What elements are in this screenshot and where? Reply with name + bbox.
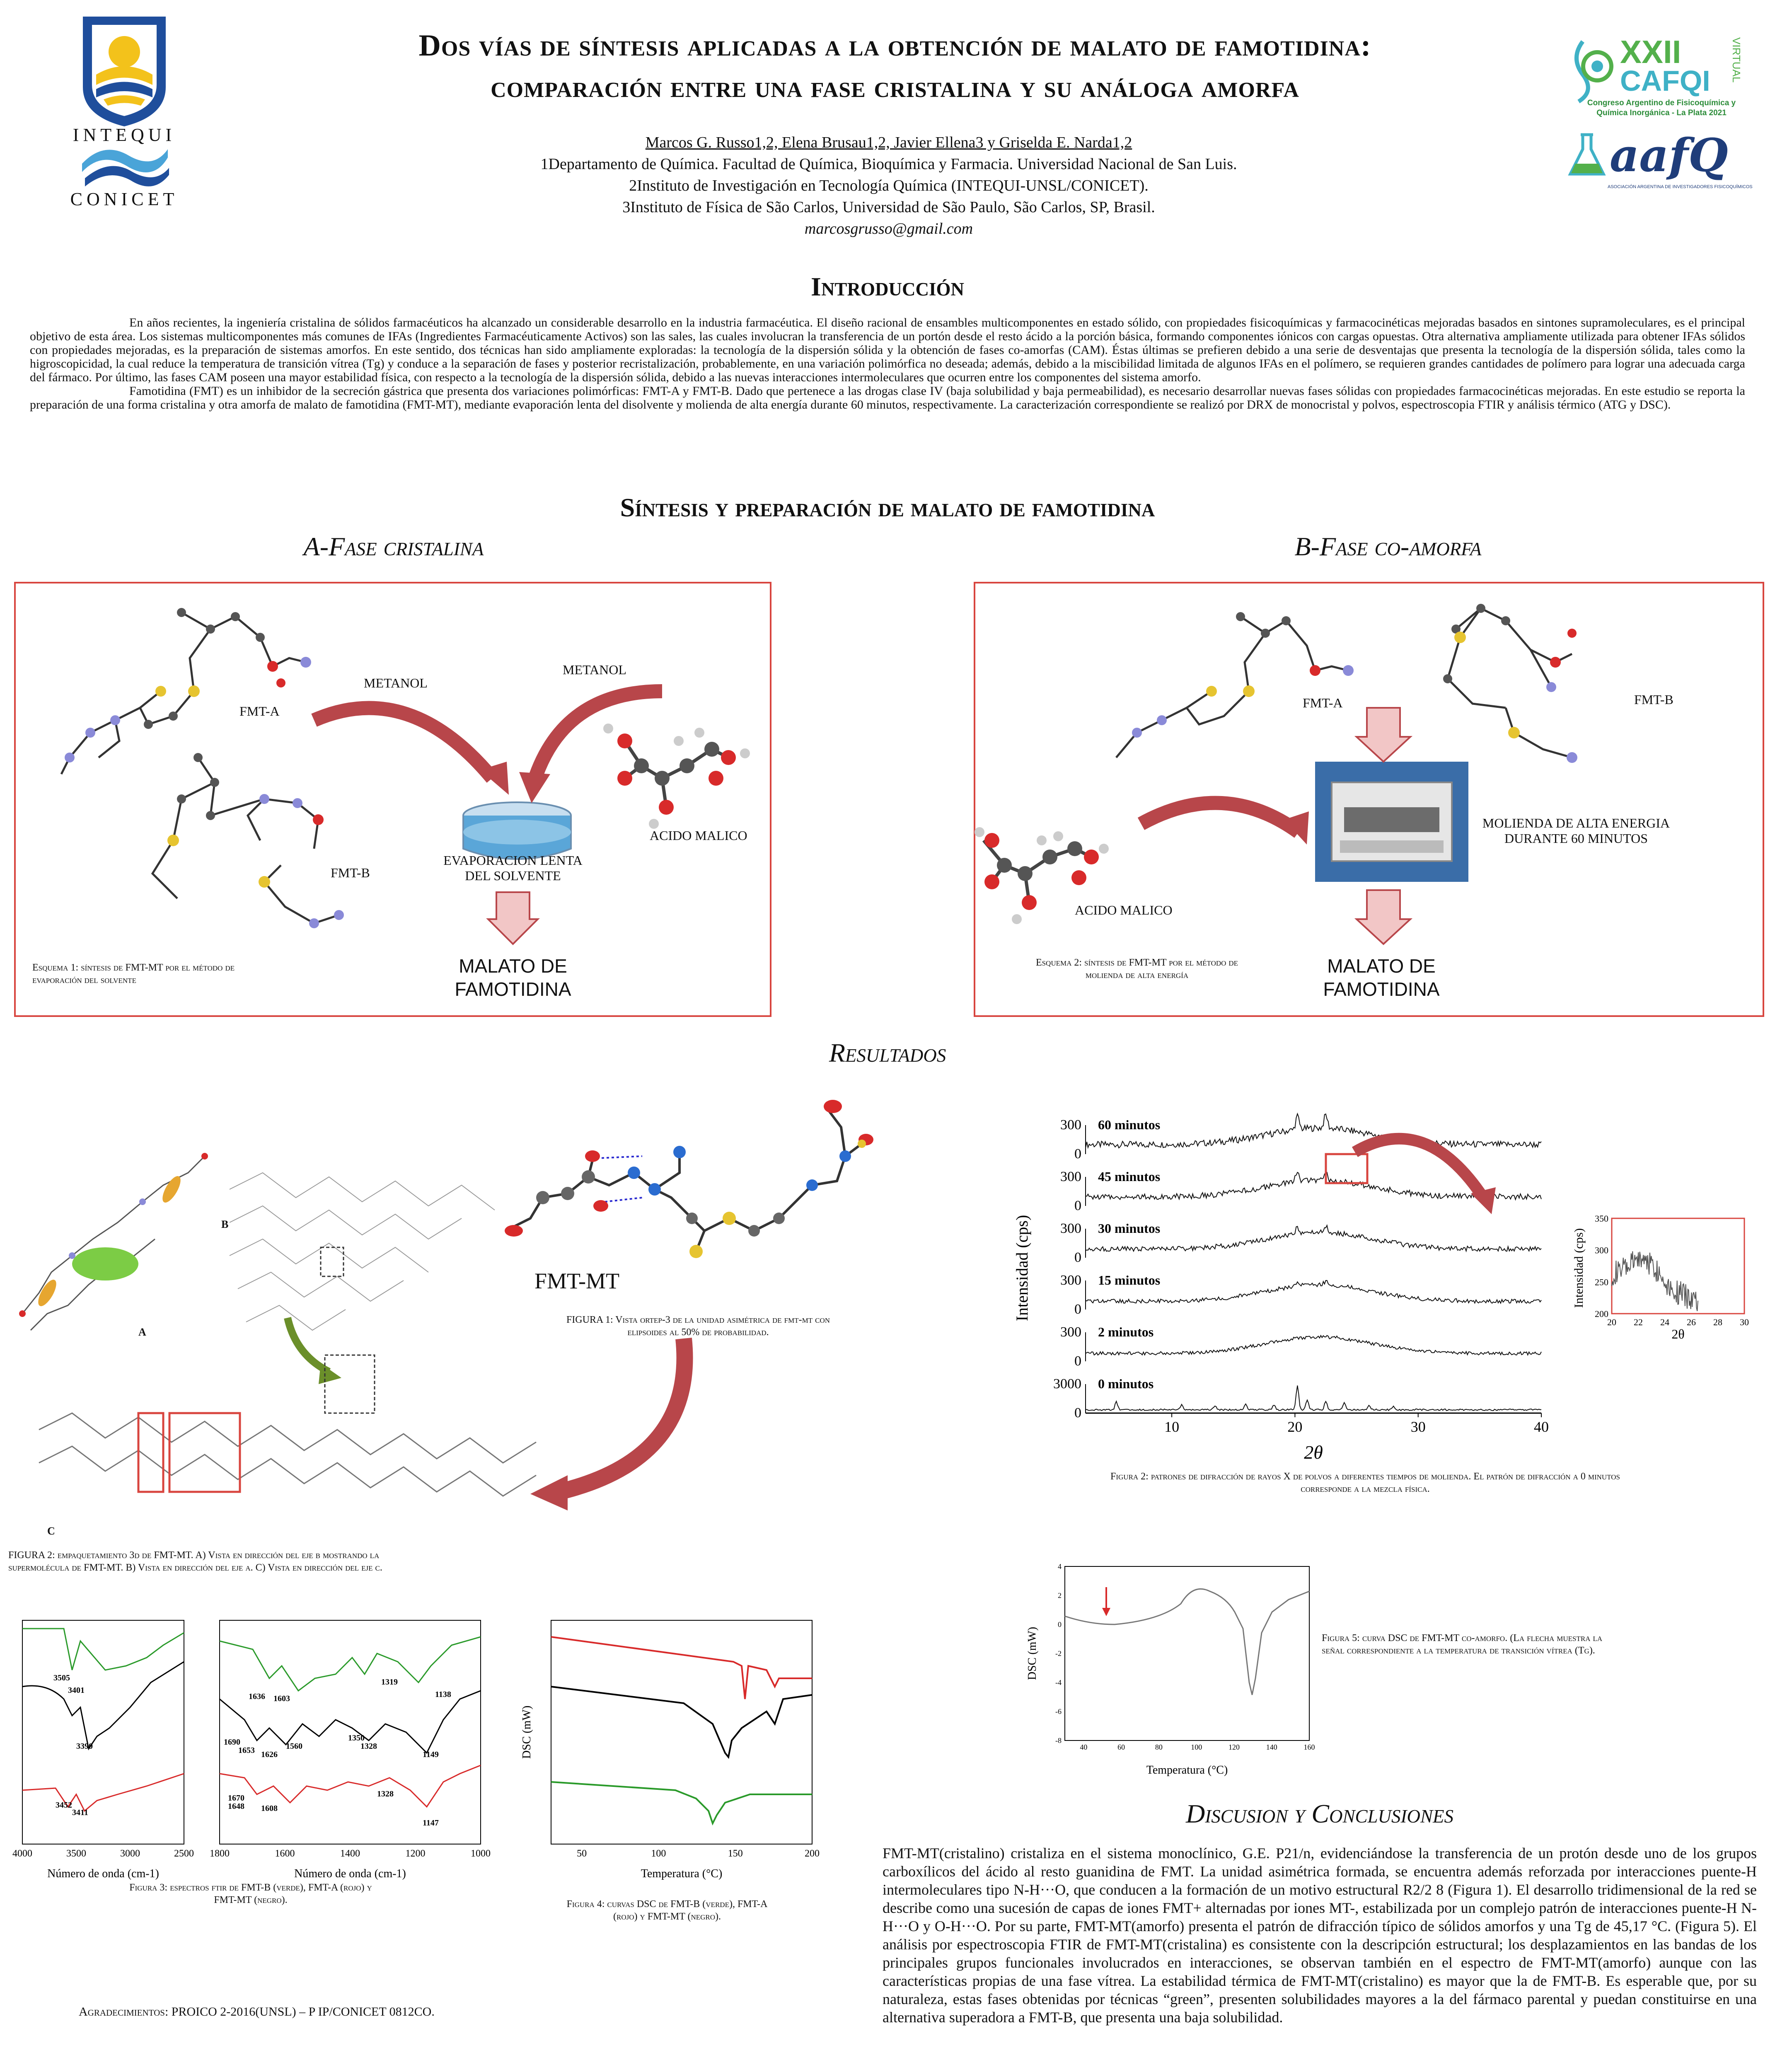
dsc5-ytick: -4 — [1055, 1678, 1062, 1687]
fmt-a-label: FMT-A — [239, 704, 280, 719]
pxrd-series-label: 60 minutos — [1098, 1117, 1161, 1132]
dsc5-xtick: 100 — [1191, 1743, 1202, 1751]
fig2-packing-caption: FIGURA 2: empaquetamiento 3d de FMT-MT. A) Vista en dirección del eje b mostrando la supermolécula de FMT-MT. B) Vista en dirección del eje a. C) Vista en dirección del eje c. — [8, 1550, 382, 1573]
ftir2-xtick: 1600 — [275, 1848, 295, 1859]
dsc4-xlabel: Temperatura (°C) — [641, 1867, 723, 1880]
pxrd-series-line — [1086, 1385, 1541, 1411]
fig2-pxrd-caption: Figura 2: patrones de difracción de rayos X de polvos a diferentes tiempos de molienda. El patrón de difracción a 0 minutos corresponde a la mezcla física. — [1110, 1471, 1620, 1494]
pxrd-series-label: 2 minutos — [1098, 1324, 1154, 1339]
cafqi-sub1: Congreso Argentino de Fisicoquímica y — [1587, 99, 1736, 107]
dsc5-ytick: 2 — [1058, 1591, 1062, 1600]
esquema-2-caption: Esquema 2: síntesis de FMT-MT por el método de molienda de alta energía — [1035, 957, 1238, 980]
ftir2-peak-label: 1328 — [377, 1789, 394, 1798]
authors: Marcos G. Russo1,2, Elena Brusau1,2, Javier Ellena3 y Griselda E. Narda1,2 — [645, 134, 1132, 151]
evaporacion-label: EVAPORACION LENTA DEL SOLVENTE — [443, 853, 583, 883]
ftir2-peak-label: 1328 — [360, 1742, 377, 1751]
synthesis-heading: Síntesis y preparación de malato de famotidina — [620, 493, 1155, 522]
cafqi-virtual: VIRTUAL — [1730, 37, 1743, 83]
inset-ytick: 250 — [1595, 1277, 1608, 1288]
discussion-text: FMT-MT(cristalino) cristaliza en el sistema monoclínico, G.E. P21/n, evidenciándose la transferencia de un protón desde uno de los grupos carboxílicos del ácido al resto guanidina de FMT. La unidad asimétrica formada, se encuentra además reforzada por interacciones puente-H intermoleculares tipo N-H···O, que conducen a la formación de un motivo estructural R2/2 8 (Figura 1). El desarrollo tridimensional de la red se describe como una sucesión de capas de iones FMT+ alternadas por iones MT-, estabilizada por un complejo patrón de interacciones puente-H N-H···O y O-H···O. Por su parte, FMT-MT(amorfo) presenta el patrón de difracción típico de sólidos amorfos y una Tg de 45,17 °C. (Figura 5). El análisis por espectroscopia FTIR de FMT-MT(cristalina) es consistente con la descripción estructural; los desplazamientos en las bandas de los principales grupos funcionales involucrados en interacciones, se observan también en el espectro de FMT-MT(amorfo) aunque con las características propias de una fase vítrea. La estabilidad térmica de FMT-MT(cristalino) es mayor que la de FMT-B. Es esperable que, por su naturaleza, estas fases obtenidas por técnicas “green”, presenten solubilidades mayores a la del fármaco parental y puedan constituirse en una alternativa superadora a FMT-B, que presenta una baja solubilidad. — [883, 1845, 1757, 2026]
authors-block — [406, 132, 1371, 240]
acido-malico-label-b: ACIDO MALICO — [1075, 903, 1173, 917]
molienda-label: MOLIENDA DE ALTA ENERGIA DURANTE 60 MINUTOS — [1482, 816, 1670, 846]
acido-malico-label-a: ACIDO MALICO — [650, 828, 747, 843]
ftir2-peak-label: 1690 — [224, 1738, 240, 1747]
dsc4-xtick: 150 — [728, 1848, 743, 1859]
ftir1-peak-label: 3390 — [76, 1742, 93, 1751]
acknowledgments: Agradecimientos: PROICO 2-2016(UNSL) – P IP/CONICET 0812CO. — [79, 2005, 435, 2019]
intro-heading: Introducción — [811, 272, 964, 301]
intro-paragraph-1: En años recientes, la ingeniería cristalina de sólidos farmacéuticos ha alcanzado un considerable desarrollo en la industria farmacéutica. El diseño racional de ensambles multicomponentes en estado sólido, con propiedades fisicoquímicas y farmacocinéticas mejoradas basados en sintones supramoleculares, es el principal objetivo de esta área. Los sistemas multicomponentes más comunes de IFAs (Ingredientes Farmacéuticamente Activos) son las sales, las cuales involucran la transferencia de un portón desde el resto ácido a la porción básica, formando componentes iónicos con cargas opuestas. Otra alternativa ampliamente utilizada para obtener IFAs sólidos con propiedades mejoradas, es la preparación de sistemas amorfos. En este sentido, dos técnicas han sido ampliamente exploradas: la tecnología de la dispersión sólida y la obtención de fases co-amorfas (CAM). Éstas últimas se prefieren debido a una serie de desventajas que presenta la tecnología de la dispersión sólida, tales como la higroscopicidad, la cual reduce la temperatura de transición vítrea (Tg) y conduce a la separación de fases y posterior recristalización, probablemente, en una variación polimórfica no deseada; además, debido a la miscibilidad limitada de algunos IFAs en el polímero, se requieren grandes cantidades de polímero para lograr una adecuada carga del fármaco. Por último, las fases CAM poseen una mayor estabilidad física, con respecto a la tecnología de la dispersión sólida, debido a las nuevas interacciones intermoleculares que ocurren entre los componentes del sistema amorfo. — [30, 316, 1745, 384]
ftir1-xtick: 4000 — [12, 1848, 32, 1859]
dsc5-ytick: -2 — [1055, 1649, 1062, 1658]
results-heading: Resultados — [829, 1038, 946, 1067]
ftir2-xtick: 1200 — [405, 1848, 426, 1859]
inset-ytick: 350 — [1595, 1213, 1608, 1224]
inset-ylabel: Intensidad (cps) — [1572, 1228, 1586, 1308]
panel-b-label: B — [221, 1218, 229, 1230]
affiliation-3: 3Instituto de Física de São Carlos, Universidad de São Paulo, São Carlos, SP, Brasil. — [622, 198, 1155, 216]
ftir1-peak-label: 3505 — [53, 1673, 70, 1682]
ftir2-xtick: 1000 — [471, 1848, 491, 1859]
affiliation-2: 2Instituto de Investigación en Tecnología Química (INTEQUI-UNSL/CONICET). — [629, 177, 1149, 194]
pxrd-xlabel: 2θ — [1304, 1442, 1323, 1463]
affiliation-1: 1Departamento de Química. Facultad de Química, Bioquímica y Farmacia. Universidad Nacional de San Luis. — [540, 155, 1237, 173]
dsc-chart-fig5 — [1023, 1558, 1313, 1782]
fmt-a-label-b: FMT-A — [1303, 695, 1343, 710]
conicet-text: CONICET — [70, 189, 179, 209]
ftir2-xlabel: Número de onda (cm-1) — [294, 1867, 406, 1880]
dsc5-ytick: -8 — [1055, 1736, 1062, 1745]
pxrd-ytick: 0 — [1074, 1405, 1081, 1421]
pxrd-ytick: 0 — [1074, 1198, 1081, 1213]
dsc-chart-fig4 — [518, 1616, 820, 1881]
pxrd-ytick: 300 — [1060, 1117, 1081, 1133]
aafq-logo-text: aafQ — [1610, 128, 1728, 182]
ftir2-peak-label: 1560 — [286, 1742, 302, 1751]
pxrd-xtick: 10 — [1164, 1418, 1180, 1435]
pxrd-ytick: 0 — [1074, 1146, 1081, 1162]
pxrd-ytick: 300 — [1060, 1169, 1081, 1184]
pxrd-ytick: 0 — [1074, 1302, 1081, 1317]
ftir2-peak-label: 1319 — [381, 1677, 398, 1687]
pxrd-ytick: 0 — [1074, 1353, 1081, 1369]
ftir2-peak-label: 1603 — [273, 1694, 290, 1703]
poster-title: Dos vías de síntesis aplicadas a la obtención de malato de famotidina: comparación entre una fase cristalina y su análoga amorfa — [418, 29, 1371, 104]
email: marcosgrusso@gmail.com — [804, 220, 973, 237]
inset-xtick: 22 — [1634, 1317, 1643, 1327]
esquema-2-box — [974, 582, 1764, 1017]
pxrd-ytick: 300 — [1060, 1324, 1081, 1340]
pxrd-xtick: 40 — [1534, 1418, 1549, 1435]
packing-figure — [14, 1098, 553, 1537]
dsc5-ytick: 4 — [1058, 1562, 1062, 1571]
ftir1-xlabel: Número de onda (cm-1) — [47, 1867, 159, 1880]
inset-xtick: 30 — [1740, 1317, 1749, 1327]
dsc5-xlabel: Temperatura (°C) — [1146, 1764, 1228, 1777]
ftir1-peak-label: 3411 — [72, 1808, 88, 1817]
fmt-mt-label: FMT-MT — [534, 1268, 620, 1293]
dsc5-ylabel: DSC (mW) — [1026, 1627, 1039, 1680]
dsc5-ytick: 0 — [1058, 1620, 1062, 1629]
dsc4-ylabel: DSC (mW) — [520, 1705, 533, 1759]
fmt-b-label-b: FMT-B — [1634, 692, 1673, 707]
ftir1-xtick: 3000 — [120, 1848, 140, 1859]
dsc5-ytick: -6 — [1055, 1707, 1062, 1716]
esquema-1-box — [14, 582, 771, 1017]
ftir2-peak-label: 1653 — [238, 1746, 255, 1755]
pxrd-xtick: 30 — [1410, 1418, 1426, 1435]
fmt-b-label: FMT-B — [331, 865, 370, 880]
ftir2-peak-label: 1648 — [228, 1802, 244, 1811]
pxrd-series-label: 45 minutos — [1098, 1169, 1161, 1184]
intequi-text: INTEQUI — [73, 125, 176, 145]
inset-xlabel: 2θ — [1671, 1326, 1685, 1341]
inset-ytick: 300 — [1595, 1245, 1608, 1256]
intro-text — [30, 316, 1745, 411]
ftir2-peak-label: 1636 — [249, 1692, 265, 1701]
ftir2-peak-label: 1626 — [261, 1750, 278, 1759]
esquema-1-caption: Esquema 1: síntesis de FMT-MT por el método de evaporación del solvente — [32, 962, 235, 985]
inset-ytick: 200 — [1595, 1309, 1608, 1319]
pxrd-ytick: 3000 — [1053, 1376, 1081, 1392]
ftir-chart-right — [210, 1616, 491, 1881]
pxrd-ytick: 300 — [1060, 1273, 1081, 1288]
inset-xtick: 24 — [1660, 1317, 1669, 1327]
ftir2-peak-label: 1350 — [348, 1733, 365, 1743]
dsc4-xtick: 200 — [805, 1848, 820, 1859]
ftir2-peak-label: 1670 — [228, 1794, 244, 1803]
ftir2-xtick: 1400 — [340, 1848, 360, 1859]
fase-cristalina-heading: A-Fase cristalina — [303, 532, 484, 561]
ftir1-peak-label: 3452 — [56, 1801, 72, 1810]
inset-xtick: 26 — [1687, 1317, 1696, 1327]
inset-xtick: 28 — [1713, 1317, 1722, 1327]
ftir1-peak-label: 3401 — [68, 1686, 85, 1695]
ortep-figure — [497, 1094, 912, 1343]
cafqi-number: XXII — [1620, 34, 1681, 70]
metanol-label-1: METANOL — [364, 675, 428, 690]
pxrd-series-line — [1086, 1336, 1541, 1355]
fig1-arrow — [510, 1326, 717, 1517]
dsc4-xtick: 50 — [577, 1848, 587, 1859]
pxrd-ytick: 0 — [1074, 1250, 1081, 1265]
discussion-heading: Discusion y Conclusiones — [1186, 1799, 1453, 1828]
ftir2-peak-label: 1608 — [261, 1804, 278, 1813]
pxrd-chart — [1011, 1094, 1757, 1475]
ftir2-peak-label: 1147 — [423, 1818, 439, 1828]
dsc4-xtick: 100 — [651, 1848, 666, 1859]
pxrd-series-label: 30 minutos — [1098, 1221, 1161, 1236]
fig4-caption: Figura 4: curvas DSC de FMT-B (verde), FMT-A (rojo) y FMT-MT (negro). — [566, 1899, 768, 1922]
fig1-caption: FIGURA 1: Vista ortep-3 de la unidad asimétrica de fmt-mt con elipsoides al 50% de probabilidad. — [566, 1314, 830, 1338]
dsc5-xtick: 140 — [1266, 1743, 1277, 1751]
fase-co-amorfa-heading: B-Fase co-amorfa — [1294, 532, 1482, 561]
intro-paragraph-2: Famotidina (FMT) es un inhibidor de la secreción gástrica que presenta dos variaciones polimórficas: FMT-A y FMT-B. Dado que pertenece a las drogas clase IV (baja solubilidad y baja permeabilidad), es necesario desarrollar nuevas fases sólidas con propiedades farmacocinéticas mejoradas. En este estudio se reporta la preparación de una forma cristalina y otra amorfa de malato de famotidina (FMT-MT), mediante evaporación lenta del disolvente y molienda de alta energía durante 60 minutos, respectivamente. La caracterización correspondiente se realizó por DRX de monocristal y polvos, espectroscopia FTIR y análisis térmico (ATG y DSC). — [30, 384, 1745, 411]
pxrd-series-label: 15 minutos — [1098, 1273, 1161, 1288]
pxrd-xtick: 20 — [1287, 1418, 1303, 1435]
malato-label-b: MALATO DE FAMOTIDINA — [1323, 955, 1440, 1000]
intequi-logo — [75, 12, 174, 207]
dsc5-xtick: 60 — [1117, 1743, 1125, 1751]
ftir1-xtick: 3500 — [66, 1848, 86, 1859]
pxrd-series-label: 0 minutos — [1098, 1376, 1154, 1391]
pxrd-ytick: 300 — [1060, 1221, 1081, 1236]
panel-c-label: C — [47, 1525, 55, 1537]
pxrd-ylabel: Intensidad (cps) — [1013, 1215, 1031, 1322]
metanol-label-2: METANOL — [563, 662, 626, 677]
cafqi-logo — [1566, 29, 1757, 203]
ftir-chart-left — [12, 1616, 194, 1881]
ftir1-xtick: 2500 — [174, 1848, 194, 1859]
cafqi-sub2: Química Inorgánica - La Plata 2021 — [1596, 109, 1727, 117]
cafqi-name: CAFQI — [1620, 65, 1710, 97]
ftir2-peak-label: 1149 — [423, 1750, 439, 1759]
panel-a-label: A — [138, 1326, 146, 1338]
ftir2-xtick: 1800 — [210, 1848, 230, 1859]
ftir2-peak-label: 1138 — [435, 1690, 451, 1699]
dsc5-xtick: 40 — [1080, 1743, 1088, 1751]
malato-label-a: MALATO DE FAMOTIDINA — [455, 955, 571, 1000]
dsc5-xtick: 80 — [1155, 1743, 1163, 1751]
fig3-caption: Figura 3: espectros ftir de FMT-B (verde), FMT-A (rojo) y FMT-MT (negro). — [129, 1882, 372, 1905]
dsc5-xtick: 120 — [1228, 1743, 1240, 1751]
dsc5-xtick: 160 — [1303, 1743, 1315, 1751]
fig5-caption: Figura 5: curva DSC de FMT-MT co-amorfo. (La flecha muestra la señal correspondiente a la temperatura de transición vítrea (Tg). — [1322, 1633, 1603, 1656]
inset-xtick: 20 — [1607, 1317, 1616, 1327]
aafq-sub: ASOCIACIÓN ARGENTINA DE INVESTIGADORES FISICOQUÍMICOS — [1608, 184, 1753, 189]
